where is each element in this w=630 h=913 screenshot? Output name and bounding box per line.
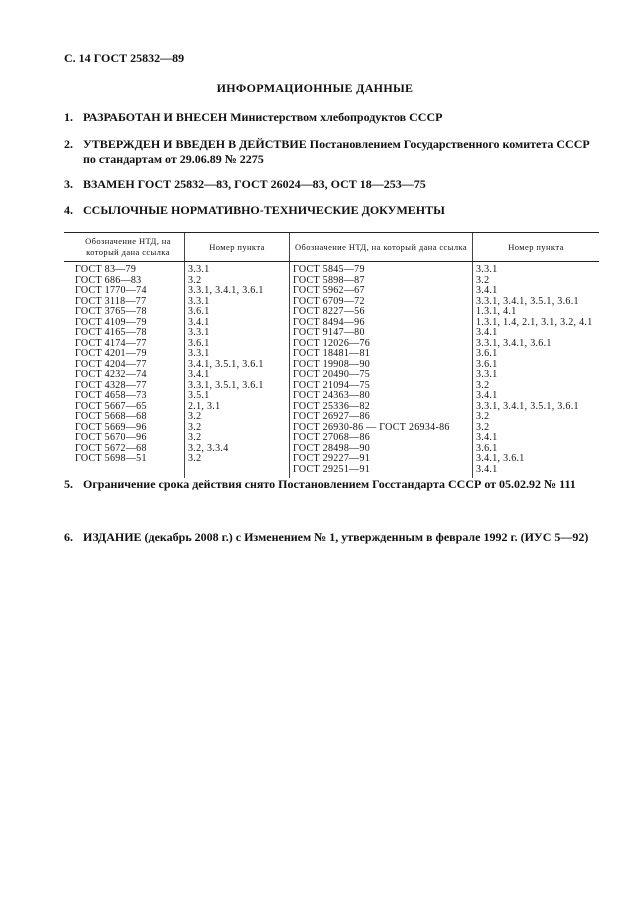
ntd-designation-cell: ГОСТ 5668—68 xyxy=(75,411,147,422)
ntd-designation-cell: ГОСТ 4658—73 xyxy=(75,390,147,401)
info-item-5 xyxy=(64,477,604,492)
info-item-2 xyxy=(64,137,604,167)
info-item-4 xyxy=(64,203,604,218)
ntd-designation-cell: ГОСТ 4174—77 xyxy=(75,337,147,349)
info-item-1 xyxy=(64,110,604,125)
item-text: ВЗАМЕН ГОСТ 25832—83, ГОСТ 26024—83, ОСТ 18—253—75 xyxy=(83,177,426,191)
clause-number-cell: 3.2 xyxy=(473,276,600,287)
item-number: 4. xyxy=(64,203,73,217)
table-header-row xyxy=(64,233,599,262)
clause-number-cell: 3.3.1 xyxy=(185,349,290,360)
ntd-designation-cell: ГОСТ 8227—56 xyxy=(290,307,473,318)
table-row xyxy=(64,433,599,444)
clause-number-cell: 1.3.1, 4.1 xyxy=(473,307,600,318)
ntd-designation-cell: ГОСТ 4232—74 xyxy=(75,369,147,380)
clause-number-cell: 3.4.1 xyxy=(473,328,600,339)
ntd-designation-cell: ГОСТ 5667—65 xyxy=(75,400,147,412)
ntd-designation-cell: ГОСТ 4165—78 xyxy=(75,327,147,338)
column-header: Номер пункта xyxy=(185,233,290,262)
clause-number-cell: 3.2 xyxy=(185,454,290,465)
ntd-designation-cell: ГОСТ 5845—79 xyxy=(290,262,473,276)
item-heading: РАЗРАБОТАН И ВНЕСЕН xyxy=(83,110,228,124)
ntd-designation-cell: ГОСТ 26930-86 — ГОСТ 26934-86 xyxy=(290,423,473,434)
clause-number-cell: 3.6.1 xyxy=(185,307,290,318)
ntd-designation-cell: ГОСТ 83—79 xyxy=(75,264,137,275)
clause-number-cell: 3.3.1 xyxy=(473,370,600,381)
ntd-designation-cell: ГОСТ 5669—96 xyxy=(75,421,147,433)
info-item-3 xyxy=(64,177,604,192)
clause-number-cell: 3.2 xyxy=(185,412,290,423)
item-text: ССЫЛОЧНЫЕ НОРМАТИВНО-ТЕХНИЧЕСКИЕ ДОКУМЕНТЫ xyxy=(83,203,445,217)
clause-number-cell: 3.3.1, 3.5.1, 3.6.1 xyxy=(185,381,290,392)
clause-number-cell: 3.4.1 xyxy=(473,391,600,402)
clause-number-cell: 3.4.1 xyxy=(473,465,600,479)
clause-number-cell: 2.1, 3.1 xyxy=(185,402,290,413)
table-row xyxy=(64,328,599,339)
ntd-designation-cell: ГОСТ 29227—91 xyxy=(290,454,473,465)
section-title: ИНФОРМАЦИОННЫЕ ДАННЫЕ xyxy=(216,81,414,95)
clause-number-cell: 3.3.1 xyxy=(185,297,290,308)
clause-number-cell: 3.4.1, 3.5.1, 3.6.1 xyxy=(185,360,290,371)
ntd-designation-cell: ГОСТ 21094—75 xyxy=(290,381,473,392)
ntd-designation-cell xyxy=(64,465,185,479)
ntd-designation-cell: ГОСТ 3765—78 xyxy=(75,306,147,317)
column-header: Обозначение НТД, на который дана ссылка xyxy=(64,233,185,262)
item-heading: УТВЕРЖДЕН И ВВЕДЕН В ДЕЙСТВИЕ xyxy=(83,137,307,151)
clause-number-cell: 3.6.1 xyxy=(185,339,290,350)
clause-number-cell: 3.3.1 xyxy=(473,262,600,276)
ntd-designation-cell: ГОСТ 5962—67 xyxy=(290,286,473,297)
clause-number-cell: 3.6.1 xyxy=(473,360,600,371)
item-number: 5. xyxy=(64,477,73,491)
table-row xyxy=(64,286,599,297)
ntd-designation-cell: ГОСТ 20490—75 xyxy=(290,370,473,381)
table-row xyxy=(64,349,599,360)
table-row xyxy=(64,454,599,465)
item-text: Постановлением Государственного комитета СССР по стандартам от 29.06.89 № 2275 xyxy=(83,137,590,166)
table-row xyxy=(64,307,599,318)
ntd-designation-cell: ГОСТ 18481—81 xyxy=(290,349,473,360)
table-body xyxy=(64,262,599,479)
ntd-designation-cell: ГОСТ 19908—90 xyxy=(290,360,473,371)
ntd-designation-cell: ГОСТ 3118—77 xyxy=(75,295,147,307)
ntd-designation-cell: ГОСТ 9147—80 xyxy=(290,328,473,339)
item-number: 3. xyxy=(64,177,73,191)
page-header: С. 14 ГОСТ 25832—89 xyxy=(64,51,185,65)
item-number: 1. xyxy=(64,110,73,124)
clause-number-cell xyxy=(185,465,290,479)
clause-number-cell: 3.4.1 xyxy=(185,370,290,381)
ntd-designation-cell: ГОСТ 29251—91 xyxy=(290,465,473,479)
ntd-designation-cell: ГОСТ 5698—51 xyxy=(75,453,147,464)
info-item-6 xyxy=(64,530,604,545)
ntd-designation-cell: ГОСТ 24363—80 xyxy=(290,391,473,402)
references-table xyxy=(64,232,599,478)
clause-number-cell: 1.3.1, 1.4, 2.1, 3.1, 3.2, 4.1 xyxy=(473,318,600,329)
column-header: Номер пункта xyxy=(473,233,600,262)
ntd-designation-cell: ГОСТ 8494—96 xyxy=(290,318,473,329)
clause-number-cell: 3.4.1 xyxy=(473,433,600,444)
clause-number-cell: 3.2 xyxy=(473,423,600,434)
ntd-designation-cell: ГОСТ 4201—79 xyxy=(75,348,147,359)
ntd-designation-cell: ГОСТ 4109—79 xyxy=(75,316,147,328)
clause-number-cell: 3.4.1 xyxy=(473,286,600,297)
clause-number-cell: 3.4.1, 3.6.1 xyxy=(473,454,600,465)
ntd-designation-cell: ГОСТ 28498—90 xyxy=(290,444,473,455)
clause-number-cell: 3.2 xyxy=(185,423,290,434)
clause-number-cell: 3.2, 3.3.4 xyxy=(185,444,290,455)
item-text: Министерством хлебопродуктов СССР xyxy=(230,110,443,124)
ntd-designation-cell: ГОСТ 1770—74 xyxy=(75,285,147,296)
item-text: Ограничение срока действия снято Постановлением Госстандарта СССР от 05.02.92 № 111 xyxy=(83,477,576,491)
item-text: ИЗДАНИЕ (декабрь 2008 г.) с Изменением № 1, утвержденным в феврале 1992 г. (ИУС 5—92) xyxy=(83,530,589,544)
item-number: 2. xyxy=(64,137,73,151)
ntd-designation-cell: ГОСТ 4328—77 xyxy=(75,379,147,391)
clause-number-cell: 3.2 xyxy=(185,433,290,444)
ntd-designation-cell: ГОСТ 4204—77 xyxy=(75,358,147,370)
ntd-designation-cell: ГОСТ 27068—86 xyxy=(290,433,473,444)
ntd-designation-cell: ГОСТ 12026—76 xyxy=(290,339,473,350)
ntd-designation-cell: ГОСТ 25336—82 xyxy=(290,402,473,413)
clause-number-cell: 3.3.1 xyxy=(185,262,290,276)
ntd-designation-cell: ГОСТ 26927—86 xyxy=(290,412,473,423)
table-row xyxy=(64,370,599,381)
ntd-designation-cell: ГОСТ 5898—87 xyxy=(290,276,473,287)
ntd-designation-cell: ГОСТ 5670—96 xyxy=(75,432,147,443)
clause-number-cell: 3.3.1, 3.4.1, 3.5.1, 3.6.1 xyxy=(473,402,600,413)
clause-number-cell: 3.3.1, 3.4.1, 3.6.1 xyxy=(473,339,600,350)
clause-number-cell: 3.3.1, 3.4.1, 3.5.1, 3.6.1 xyxy=(473,297,600,308)
item-number: 6. xyxy=(64,530,73,544)
clause-number-cell: 3.2 xyxy=(473,381,600,392)
table-row xyxy=(64,465,599,479)
table-row xyxy=(64,391,599,402)
clause-number-cell: 3.2 xyxy=(473,412,600,423)
clause-number-cell: 3.6.1 xyxy=(473,349,600,360)
table-row xyxy=(64,412,599,423)
clause-number-cell: 3.3.1 xyxy=(185,328,290,339)
ntd-designation-cell: ГОСТ 6709—72 xyxy=(290,297,473,308)
clause-number-cell: 3.5.1 xyxy=(185,391,290,402)
ntd-designation-cell: ГОСТ 686—83 xyxy=(75,274,142,286)
table-row xyxy=(64,262,599,276)
clause-number-cell: 3.3.1, 3.4.1, 3.6.1 xyxy=(185,286,290,297)
clause-number-cell: 3.4.1 xyxy=(185,318,290,329)
column-header: Обозначение НТД, на который дана ссылка xyxy=(290,233,473,262)
clause-number-cell: 3.6.1 xyxy=(473,444,600,455)
clause-number-cell: 3.2 xyxy=(185,276,290,287)
ntd-designation-cell: ГОСТ 5672—68 xyxy=(75,442,147,454)
